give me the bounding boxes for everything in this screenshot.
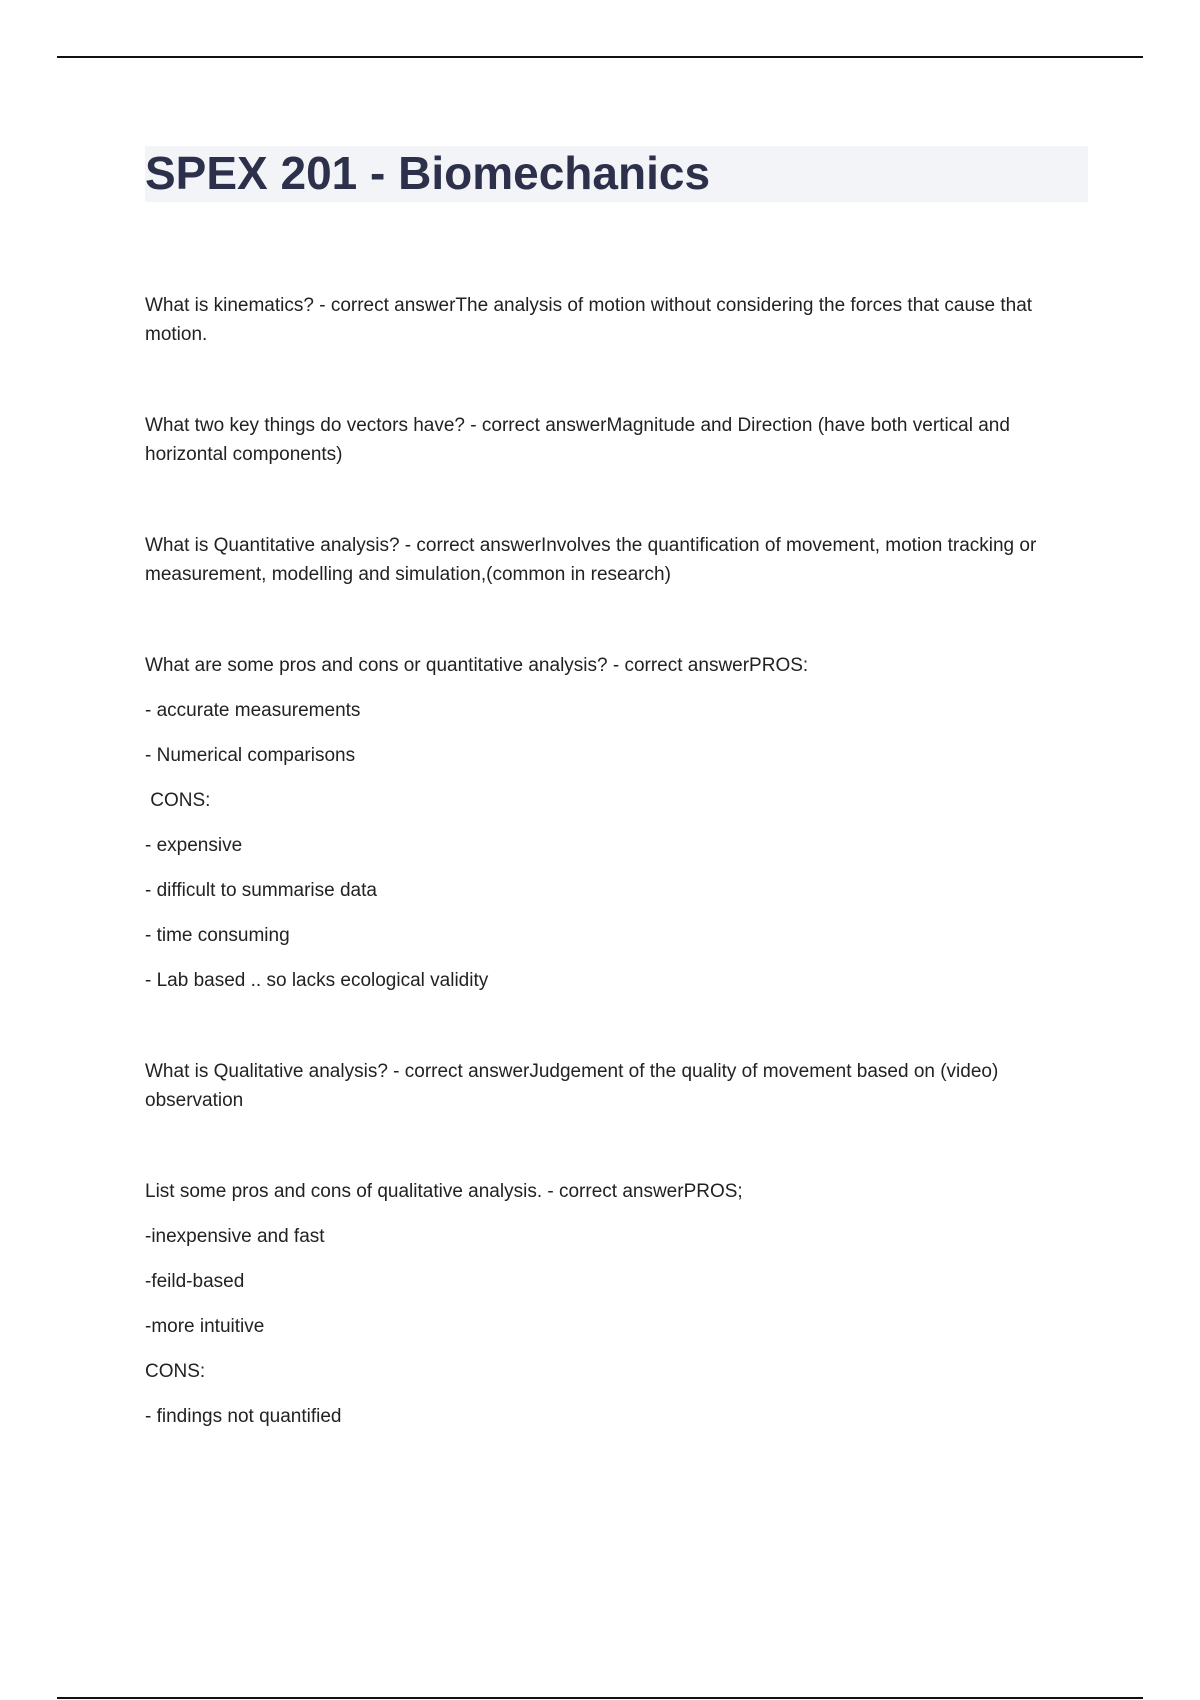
page-title: SPEX 201 - Biomechanics — [145, 147, 711, 199]
qa-list-item: - findings not quantified — [145, 1406, 342, 1427]
qa-list-item: - difficult to summarise data — [145, 880, 377, 901]
header-rule — [57, 56, 1143, 58]
qa-entry-quantitative-pros-cons — [145, 651, 1090, 995]
qa-list-item: -feild-based — [145, 1271, 245, 1292]
qa-list-item: - time consuming — [145, 925, 290, 946]
qa-text: What two key things do vectors have? - correct answerMagnitude and Direction (have both vertical and horizontal components) — [145, 415, 1010, 465]
qa-text: List some pros and cons of qualitative analysis. - correct answerPROS; — [145, 1181, 743, 1202]
qa-entry-kinematics — [145, 291, 1090, 349]
qa-text: What is Quantitative analysis? - correct answerInvolves the quantification of movement, motion tracking or measurement, modelling and simulation,(common in research) — [145, 535, 1037, 585]
qa-entry-vectors — [145, 411, 1090, 469]
qa-list-item: -more intuitive — [145, 1316, 265, 1337]
document-body — [145, 291, 1090, 1431]
qa-list-item: -inexpensive and fast — [145, 1226, 325, 1247]
qa-entry-qualitative — [145, 1057, 1090, 1115]
qa-list-item: - Lab based .. so lacks ecological validity — [145, 970, 489, 991]
qa-text: What are some pros and cons or quantitative analysis? - correct answerPROS: — [145, 655, 809, 676]
footer-rule — [57, 1697, 1143, 1699]
qa-text: What is Qualitative analysis? - correct answerJudgement of the quality of movement based on (video) observation — [145, 1061, 999, 1111]
qa-list-item: - accurate measurements — [145, 700, 361, 721]
qa-text: What is kinematics? - correct answerThe analysis of motion without considering the forces that cause that motion. — [145, 295, 1033, 345]
qa-entry-qualitative-pros-cons — [145, 1177, 1090, 1431]
qa-list-item: CONS: — [145, 1361, 206, 1382]
qa-entry-quantitative — [145, 531, 1090, 589]
qa-list-item: - Numerical comparisons — [145, 745, 356, 766]
qa-list-item: CONS: — [145, 790, 211, 811]
qa-list-item: - expensive — [145, 835, 243, 856]
